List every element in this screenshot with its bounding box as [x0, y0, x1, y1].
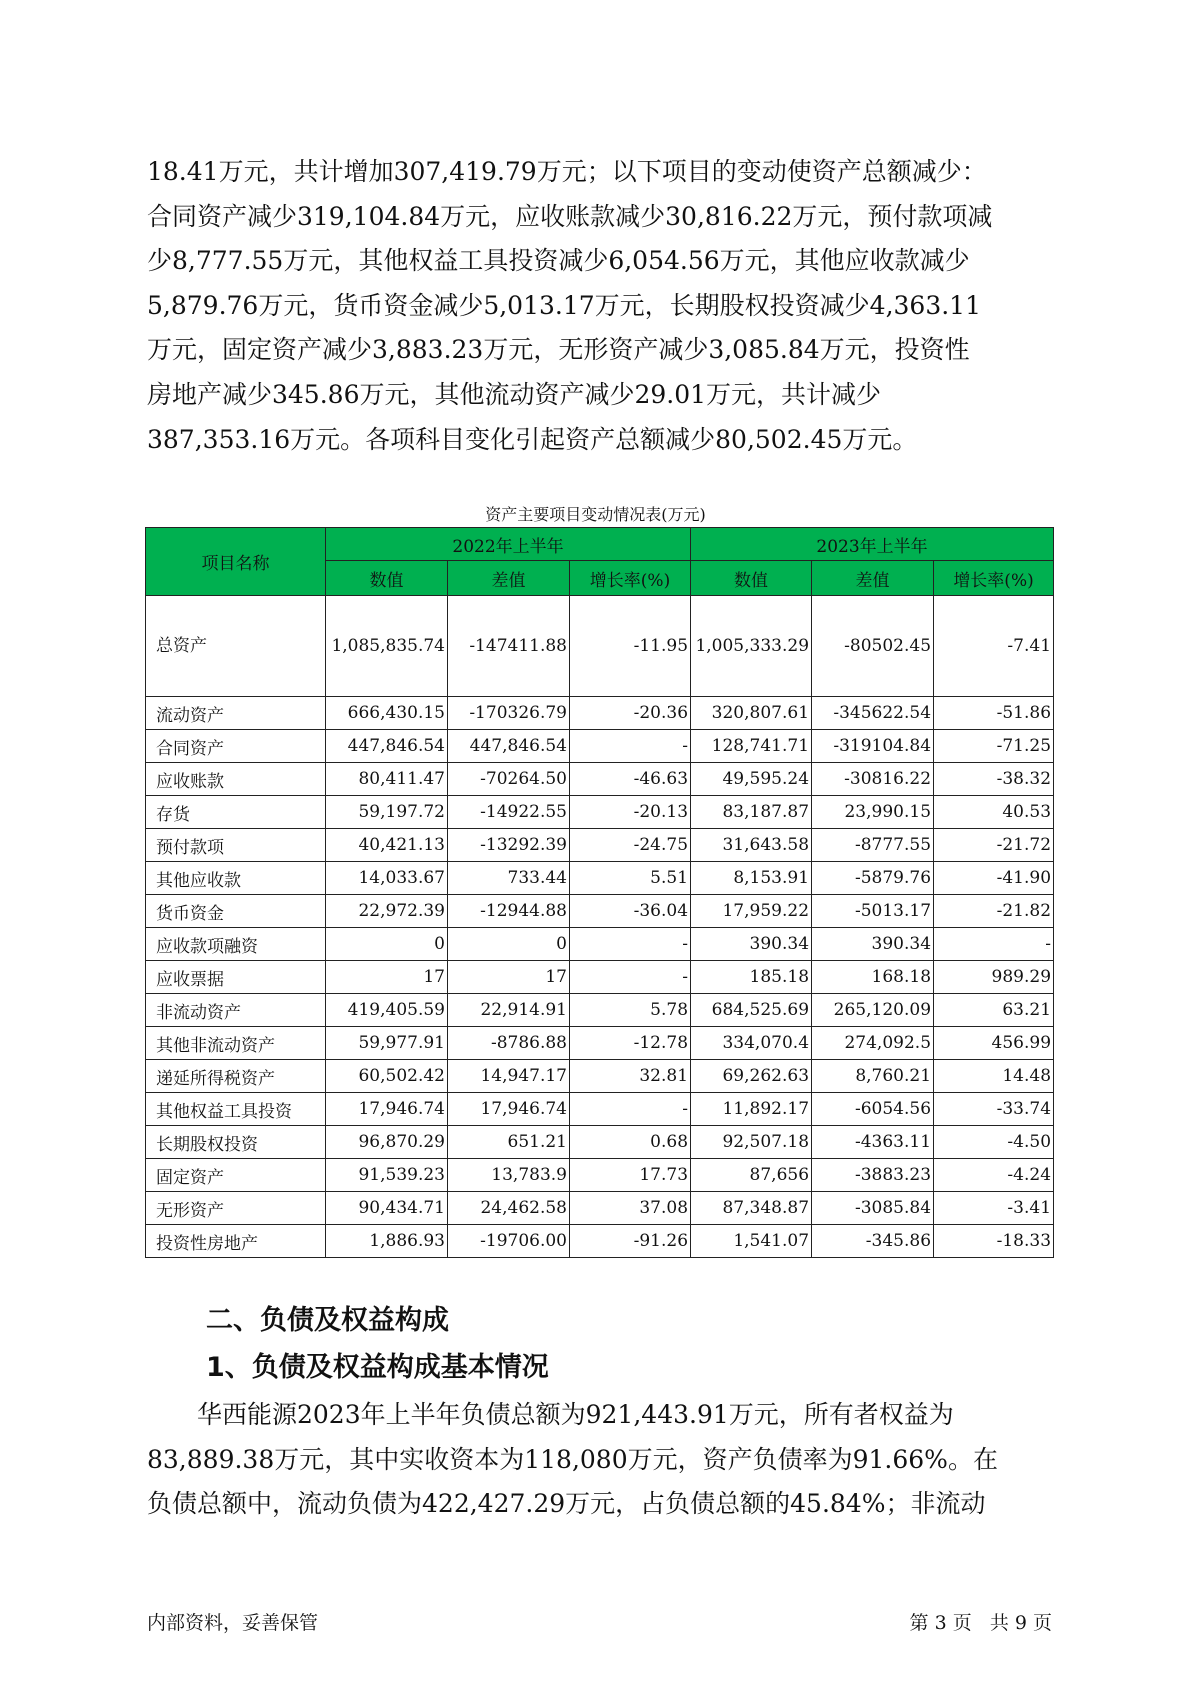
diff-2022-cell: -13292.39	[448, 829, 570, 862]
value-2022-cell: 17,946.74	[326, 1093, 448, 1126]
row-name-cell: 预付款项	[146, 829, 326, 862]
asset-change-table	[145, 527, 1054, 1258]
row-name-cell: 递延所得税资产	[146, 1060, 326, 1093]
diff-2022-cell: -170326.79	[448, 697, 570, 730]
footer-page-number: 第 3 页 共 9 页	[909, 1612, 1052, 1634]
growth-2023-cell: -18.33	[934, 1225, 1054, 1258]
table-row	[146, 1093, 1054, 1126]
value-2022-cell: 40,421.13	[326, 829, 448, 862]
growth-2023-cell: 989.29	[934, 961, 1054, 994]
value-2022-cell: 22,972.39	[326, 895, 448, 928]
diff-2022-cell: 733.44	[448, 862, 570, 895]
table-row	[146, 829, 1054, 862]
subsection-heading: 1、负债及权益构成基本情况	[206, 1352, 549, 1383]
diff-2023-cell: 265,120.09	[812, 994, 934, 1027]
growth-2022-cell: -20.13	[570, 796, 691, 829]
value-2022-cell: 1,886.93	[326, 1225, 448, 1258]
value-2023-cell: 1,541.07	[691, 1225, 812, 1258]
row-name-cell: 长期股权投资	[146, 1126, 326, 1159]
growth-2022-cell: -	[570, 928, 691, 961]
growth-2022-cell: -	[570, 961, 691, 994]
growth-2022-cell: -91.26	[570, 1225, 691, 1258]
row-name-cell: 总资产	[146, 596, 326, 697]
table-row	[146, 1060, 1054, 1093]
growth-2022-cell: 32.81	[570, 1060, 691, 1093]
value-2022-cell: 60,502.42	[326, 1060, 448, 1093]
growth-2023-cell: -41.90	[934, 862, 1054, 895]
growth-2022-cell: -36.04	[570, 895, 691, 928]
value-2023-cell: 8,153.91	[691, 862, 812, 895]
diff-2023-cell: -80502.45	[812, 596, 934, 697]
header-growth: 增长率(%)	[934, 561, 1054, 596]
row-name-cell: 流动资产	[146, 697, 326, 730]
diff-2022-cell: 22,914.91	[448, 994, 570, 1027]
growth-2022-cell: -	[570, 1093, 691, 1126]
table-row	[146, 763, 1054, 796]
value-2023-cell: 320,807.61	[691, 697, 812, 730]
table-row	[146, 895, 1054, 928]
row-name-cell: 应收账款	[146, 763, 326, 796]
diff-2023-cell: -345622.54	[812, 697, 934, 730]
text-line: 5,879.76万元，货币资金减少5,013.17万元，长期股权投资减少4,363.11	[147, 290, 981, 320]
diff-2022-cell: -12944.88	[448, 895, 570, 928]
value-2022-cell: 419,405.59	[326, 994, 448, 1027]
growth-2023-cell: -21.82	[934, 895, 1054, 928]
text-line: 少8,777.55万元，其他权益工具投资减少6,054.56万元，其他应收款减少	[147, 246, 970, 276]
growth-2023-cell: -7.41	[934, 596, 1054, 697]
row-name-cell: 存货	[146, 796, 326, 829]
growth-2023-cell: -3.41	[934, 1192, 1054, 1225]
row-name-cell: 应收款项融资	[146, 928, 326, 961]
text-line: 387,353.16万元。各项科目变化引起资产总额减少80,502.45万元。	[147, 424, 918, 454]
diff-2023-cell: -345.86	[812, 1225, 934, 1258]
diff-2022-cell: -70264.50	[448, 763, 570, 796]
growth-2022-cell: -11.95	[570, 596, 691, 697]
value-2022-cell: 17	[326, 961, 448, 994]
row-name-cell: 应收票据	[146, 961, 326, 994]
value-2023-cell: 1,005,333.29	[691, 596, 812, 697]
table-caption: 资产主要项目变动情况表(万元)	[485, 505, 706, 524]
intro-paragraph	[147, 150, 1052, 462]
text-line: 房地产减少345.86万元，其他流动资产减少29.01万元，共计减少	[147, 379, 882, 409]
value-2022-cell: 0	[326, 928, 448, 961]
text-line: 18.41万元，共计增加307,419.79万元；以下项目的变动使资产总额减少：	[147, 157, 987, 186]
liability-paragraph	[147, 1393, 1052, 1527]
row-name-cell: 其他应收款	[146, 862, 326, 895]
growth-2023-cell: 40.53	[934, 796, 1054, 829]
value-2022-cell: 90,434.71	[326, 1192, 448, 1225]
diff-2023-cell: -5013.17	[812, 895, 934, 928]
growth-2022-cell: 17.73	[570, 1159, 691, 1192]
diff-2023-cell: 168.18	[812, 961, 934, 994]
table-row	[146, 796, 1054, 829]
value-2022-cell: 59,977.91	[326, 1027, 448, 1060]
diff-2023-cell: 8,760.21	[812, 1060, 934, 1093]
header-diff: 差值	[812, 561, 934, 596]
diff-2022-cell: 14,947.17	[448, 1060, 570, 1093]
value-2022-cell: 59,197.72	[326, 796, 448, 829]
table-row	[146, 1192, 1054, 1225]
footer-confidential-note: 内部资料，妥善保管	[147, 1612, 319, 1634]
value-2022-cell: 91,539.23	[326, 1159, 448, 1192]
header-period-2023: 2023年上半年	[691, 528, 1054, 561]
value-2023-cell: 684,525.69	[691, 994, 812, 1027]
table-row	[146, 730, 1054, 763]
diff-2022-cell: 651.21	[448, 1126, 570, 1159]
table-row	[146, 596, 1054, 697]
value-2023-cell: 11,892.17	[691, 1093, 812, 1126]
growth-2023-cell: -21.72	[934, 829, 1054, 862]
row-name-cell: 其他权益工具投资	[146, 1093, 326, 1126]
value-2023-cell: 49,595.24	[691, 763, 812, 796]
diff-2023-cell: -4363.11	[812, 1126, 934, 1159]
table-row	[146, 1027, 1054, 1060]
text-line: 万元，固定资产减少3,883.23万元，无形资产减少3,085.84万元，投资性	[147, 335, 970, 365]
diff-2023-cell: -319104.84	[812, 730, 934, 763]
header-diff: 差值	[448, 561, 570, 596]
table-row	[146, 862, 1054, 895]
table-row	[146, 994, 1054, 1027]
diff-2023-cell: -8777.55	[812, 829, 934, 862]
growth-2022-cell: 0.68	[570, 1126, 691, 1159]
table-row	[146, 1126, 1054, 1159]
diff-2023-cell: -30816.22	[812, 763, 934, 796]
value-2023-cell: 185.18	[691, 961, 812, 994]
diff-2022-cell: -8786.88	[448, 1027, 570, 1060]
diff-2023-cell: 23,990.15	[812, 796, 934, 829]
value-2022-cell: 1,085,835.74	[326, 596, 448, 697]
header-item-name: 项目名称	[146, 528, 326, 596]
diff-2023-cell: -3085.84	[812, 1192, 934, 1225]
value-2023-cell: 69,262.63	[691, 1060, 812, 1093]
value-2022-cell: 666,430.15	[326, 697, 448, 730]
value-2023-cell: 83,187.87	[691, 796, 812, 829]
row-name-cell: 非流动资产	[146, 994, 326, 1027]
diff-2023-cell: 274,092.5	[812, 1027, 934, 1060]
table-body	[146, 596, 1054, 1258]
table-row	[146, 928, 1054, 961]
header-period-2022: 2022年上半年	[326, 528, 691, 561]
growth-2023-cell: -38.32	[934, 763, 1054, 796]
row-name-cell: 投资性房地产	[146, 1225, 326, 1258]
value-2022-cell: 447,846.54	[326, 730, 448, 763]
row-name-cell: 货币资金	[146, 895, 326, 928]
header-growth: 增长率(%)	[570, 561, 691, 596]
table-row	[146, 1225, 1054, 1258]
value-2023-cell: 334,070.4	[691, 1027, 812, 1060]
growth-2022-cell: -	[570, 730, 691, 763]
value-2023-cell: 87,348.87	[691, 1192, 812, 1225]
text-line: 83,889.38万元，其中实收资本为118,080万元，资产负债率为91.66%。在	[147, 1444, 998, 1474]
diff-2022-cell: -147411.88	[448, 596, 570, 697]
value-2022-cell: 14,033.67	[326, 862, 448, 895]
text-line: 合同资产减少319,104.84万元，应收账款减少30,816.22万元，预付款项减	[147, 201, 993, 231]
header-value: 数值	[691, 561, 812, 596]
diff-2023-cell: -6054.56	[812, 1093, 934, 1126]
growth-2023-cell: 456.99	[934, 1027, 1054, 1060]
section-heading: 二、负债及权益构成	[206, 1305, 449, 1336]
diff-2022-cell: -14922.55	[448, 796, 570, 829]
value-2022-cell: 80,411.47	[326, 763, 448, 796]
growth-2022-cell: -46.63	[570, 763, 691, 796]
growth-2023-cell: -71.25	[934, 730, 1054, 763]
diff-2022-cell: -19706.00	[448, 1225, 570, 1258]
value-2023-cell: 390.34	[691, 928, 812, 961]
growth-2022-cell: -24.75	[570, 829, 691, 862]
growth-2022-cell: 37.08	[570, 1192, 691, 1225]
diff-2023-cell: -3883.23	[812, 1159, 934, 1192]
value-2023-cell: 17,959.22	[691, 895, 812, 928]
value-2023-cell: 128,741.71	[691, 730, 812, 763]
diff-2023-cell: -5879.76	[812, 862, 934, 895]
value-2023-cell: 87,656	[691, 1159, 812, 1192]
growth-2023-cell: -4.50	[934, 1126, 1054, 1159]
row-name-cell: 无形资产	[146, 1192, 326, 1225]
growth-2023-cell: -4.24	[934, 1159, 1054, 1192]
value-2022-cell: 96,870.29	[326, 1126, 448, 1159]
row-name-cell: 合同资产	[146, 730, 326, 763]
diff-2022-cell: 0	[448, 928, 570, 961]
text-line: 华西能源2023年上半年负债总额为921,443.91万元，所有者权益为	[197, 1400, 954, 1429]
growth-2022-cell: 5.78	[570, 994, 691, 1027]
diff-2022-cell: 17,946.74	[448, 1093, 570, 1126]
diff-2022-cell: 447,846.54	[448, 730, 570, 763]
growth-2023-cell: -51.86	[934, 697, 1054, 730]
growth-2023-cell: 14.48	[934, 1060, 1054, 1093]
growth-2022-cell: -12.78	[570, 1027, 691, 1060]
diff-2022-cell: 17	[448, 961, 570, 994]
diff-2022-cell: 13,783.9	[448, 1159, 570, 1192]
table-row	[146, 1159, 1054, 1192]
growth-2023-cell: 63.21	[934, 994, 1054, 1027]
growth-2023-cell: -33.74	[934, 1093, 1054, 1126]
text-line: 负债总额中，流动负债为422,427.29万元，占负债总额的45.84%；非流动	[147, 1489, 986, 1519]
growth-2023-cell: -	[934, 928, 1054, 961]
table-row	[146, 961, 1054, 994]
growth-2022-cell: -20.36	[570, 697, 691, 730]
diff-2022-cell: 24,462.58	[448, 1192, 570, 1225]
value-2023-cell: 31,643.58	[691, 829, 812, 862]
growth-2022-cell: 5.51	[570, 862, 691, 895]
value-2023-cell: 92,507.18	[691, 1126, 812, 1159]
diff-2023-cell: 390.34	[812, 928, 934, 961]
row-name-cell: 固定资产	[146, 1159, 326, 1192]
table-row	[146, 697, 1054, 730]
row-name-cell: 其他非流动资产	[146, 1027, 326, 1060]
header-value: 数值	[326, 561, 448, 596]
